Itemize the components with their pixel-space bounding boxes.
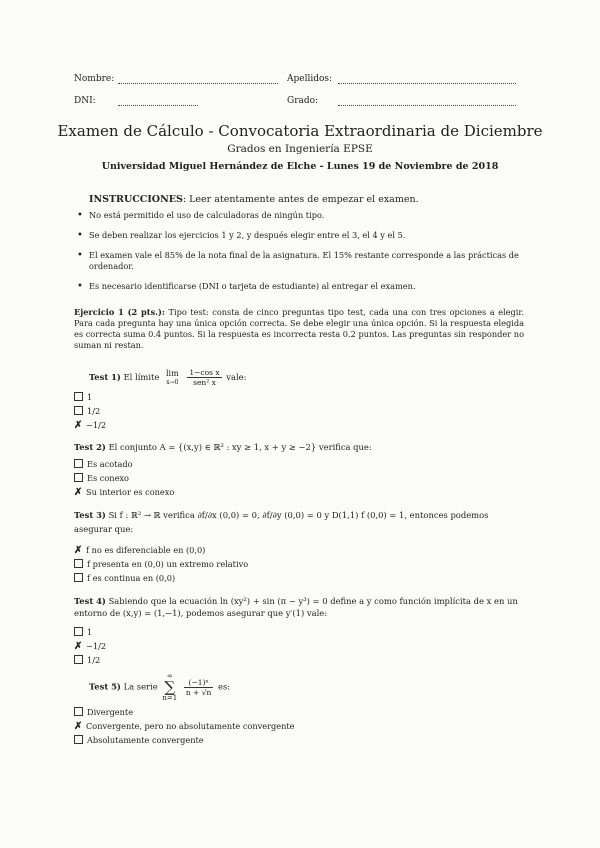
test-5-question bbox=[89, 672, 230, 702]
test-5-denominator: n + √n bbox=[185, 687, 212, 697]
option-label: Convergente, pero no absolutamente convergente bbox=[86, 721, 295, 731]
test-1-option-a[interactable] bbox=[74, 392, 92, 402]
instruction-item: • El examen vale el 85% de la nota final de la asignatura. El 15% restante corresponde a las prácticas de ordenador. bbox=[75, 250, 535, 272]
cross-mark-icon[interactable]: ✗ bbox=[74, 420, 83, 431]
apellidos-field[interactable] bbox=[338, 83, 516, 84]
test-4-text: Sabiendo que la ecuación ln (xy²) + sin (π − y³) = 0 define a y como función implícita de x en un entorno de (x,y) = (1,−1), podemos asegurar que y′(1) vale: bbox=[74, 596, 518, 618]
option-label: 1/2 bbox=[87, 406, 101, 416]
test-5-option-c[interactable] bbox=[74, 735, 204, 745]
checkbox-icon[interactable] bbox=[74, 573, 83, 582]
test-1-lim-word: lim bbox=[166, 368, 179, 378]
ejercicio-1-statement bbox=[74, 307, 524, 351]
test-1-denominator: sen² x bbox=[193, 378, 216, 387]
option-label: f no es diferenciable en (0,0) bbox=[86, 545, 206, 555]
cross-mark-icon[interactable]: ✗ bbox=[74, 721, 83, 732]
sum-lower: n=1 bbox=[162, 694, 178, 702]
test-1-lim-sub: x→0 bbox=[166, 378, 179, 386]
option-label: −1/2 bbox=[86, 641, 107, 651]
checkbox-icon[interactable] bbox=[74, 473, 83, 482]
option-label: 1/2 bbox=[87, 655, 101, 665]
test-3-text: Si f : ℝ² → ℝ verifica ∂f/∂x (0,0) = 0, ∂f/∂y (0,0) = 0 y D(1,1) f (0,0) = 1, entonces podemos asegurar que: bbox=[74, 510, 489, 534]
test-3-option-a[interactable] bbox=[74, 545, 205, 556]
test-4-question bbox=[74, 595, 524, 619]
test-5-summation bbox=[162, 672, 177, 702]
test-1-pre: El límite bbox=[123, 372, 160, 382]
checkbox-icon[interactable] bbox=[74, 392, 83, 401]
cross-mark-icon[interactable]: ✗ bbox=[74, 487, 83, 498]
instruction-item: • No está permitido el uso de calculadoras de ningún tipo. bbox=[75, 210, 535, 221]
instructions-heading-rest: : Leer atentamente antes de empezar el examen. bbox=[182, 194, 419, 205]
test-4-option-b[interactable] bbox=[74, 641, 106, 652]
option-label: f presenta en (0,0) un extremo relativo bbox=[87, 559, 249, 569]
exam-subtitle: Grados en Ingeniería EPSE bbox=[227, 143, 373, 155]
test-3-option-c[interactable] bbox=[74, 573, 175, 583]
option-label: −1/2 bbox=[86, 420, 107, 430]
option-label: Divergente bbox=[87, 707, 134, 717]
test-5-label: Test 5) bbox=[89, 681, 121, 692]
test-3-label: Test 3) bbox=[74, 510, 106, 520]
cross-mark-icon[interactable]: ✗ bbox=[74, 641, 83, 652]
ejercicio-1-label: Ejercicio 1 (2 pts.): bbox=[74, 307, 165, 317]
test-4-option-a[interactable] bbox=[74, 627, 92, 637]
instructions-heading bbox=[89, 194, 419, 205]
option-label: f es continua en (0,0) bbox=[87, 573, 176, 583]
test-2-option-a[interactable] bbox=[74, 459, 133, 469]
dni-label: DNI: bbox=[74, 96, 96, 106]
test-5-post: es: bbox=[218, 681, 231, 692]
test-4-label: Test 4) bbox=[74, 596, 106, 606]
test-1-option-c[interactable] bbox=[74, 420, 106, 431]
test-1-numerator: 1−cos x bbox=[189, 368, 220, 377]
instruction-item: • Es necesario identificarse (DNI o tarjeta de estudiante) al entregar el examen. bbox=[75, 281, 535, 292]
test-2-option-b[interactable] bbox=[74, 473, 129, 483]
instructions-heading-label: INSTRUCCIONES bbox=[89, 194, 183, 205]
test-1-post: vale: bbox=[226, 372, 247, 382]
option-label: Es acotado bbox=[87, 459, 133, 469]
option-label: 1 bbox=[87, 627, 93, 637]
sum-sigma: ∑ bbox=[164, 678, 176, 696]
test-3-question bbox=[74, 508, 524, 536]
ejercicio-1-text: Tipo test: consta de cinco preguntas tipo test, cada una con tres opciones a elegir. Para cada pregunta hay una única opción correcta. Se debe elegir una única opción. Si la respuesta elegida es correcta suma 0.4 puntos. Si la respuesta es incorrecta resta 0.2 puntos. Las preguntas sin responder no suman ni restan. bbox=[74, 307, 524, 350]
grado-label: Grado: bbox=[287, 96, 319, 106]
test-5-fraction bbox=[184, 678, 214, 697]
test-3-option-b[interactable] bbox=[74, 559, 248, 569]
sum-upper: ∞ bbox=[166, 672, 173, 680]
dni-field[interactable] bbox=[118, 105, 198, 106]
grado-field[interactable] bbox=[338, 105, 516, 106]
option-label: 1 bbox=[87, 392, 93, 402]
nombre-label: Nombre: bbox=[74, 74, 115, 84]
checkbox-icon[interactable] bbox=[74, 627, 83, 636]
checkbox-icon[interactable] bbox=[74, 707, 83, 716]
test-1-question bbox=[89, 368, 246, 387]
option-label: Absolutamente convergente bbox=[87, 735, 204, 745]
test-2-text: El conjunto A = {(x,y) ∈ ℝ² : xy ≥ 1, x + y ≥ −2} verifica que: bbox=[108, 442, 372, 452]
checkbox-icon[interactable] bbox=[74, 406, 83, 415]
test-4-option-c[interactable] bbox=[74, 655, 100, 665]
exam-university-date: Universidad Miguel Hernández de Elche - Lunes 19 de Noviembre de 2018 bbox=[101, 161, 499, 172]
cross-mark-icon[interactable]: ✗ bbox=[74, 545, 83, 556]
instructions-list bbox=[75, 210, 535, 301]
test-1-option-b[interactable] bbox=[74, 406, 100, 416]
checkbox-icon[interactable] bbox=[74, 459, 83, 468]
test-1-fraction bbox=[187, 368, 221, 387]
instruction-item: • Se deben realizar los ejercicios 1 y 2, y después elegir entre el 3, el 4 y el 5. bbox=[75, 230, 535, 241]
test-1-limit bbox=[164, 369, 181, 387]
option-label: Es conexo bbox=[87, 473, 129, 483]
checkbox-icon[interactable] bbox=[74, 559, 83, 568]
test-5-option-a[interactable] bbox=[74, 707, 133, 717]
exam-title: Examen de Cálculo - Convocatoria Extraordinaria de Diciembre bbox=[57, 122, 543, 140]
test-2-question bbox=[74, 442, 524, 452]
checkbox-icon[interactable] bbox=[74, 655, 83, 664]
test-2-option-c[interactable] bbox=[74, 487, 174, 498]
test-5-option-b[interactable] bbox=[74, 721, 295, 732]
option-label: Su interior es conexo bbox=[86, 487, 175, 497]
apellidos-label: Apellidos: bbox=[287, 74, 333, 84]
test-1-label: Test 1) bbox=[89, 372, 121, 382]
test-2-label: Test 2) bbox=[74, 442, 106, 452]
nombre-field[interactable] bbox=[118, 83, 278, 84]
checkbox-icon[interactable] bbox=[74, 735, 83, 744]
test-5-numerator: (−1)ⁿ bbox=[184, 678, 214, 688]
test-5-pre: La serie bbox=[123, 681, 158, 692]
